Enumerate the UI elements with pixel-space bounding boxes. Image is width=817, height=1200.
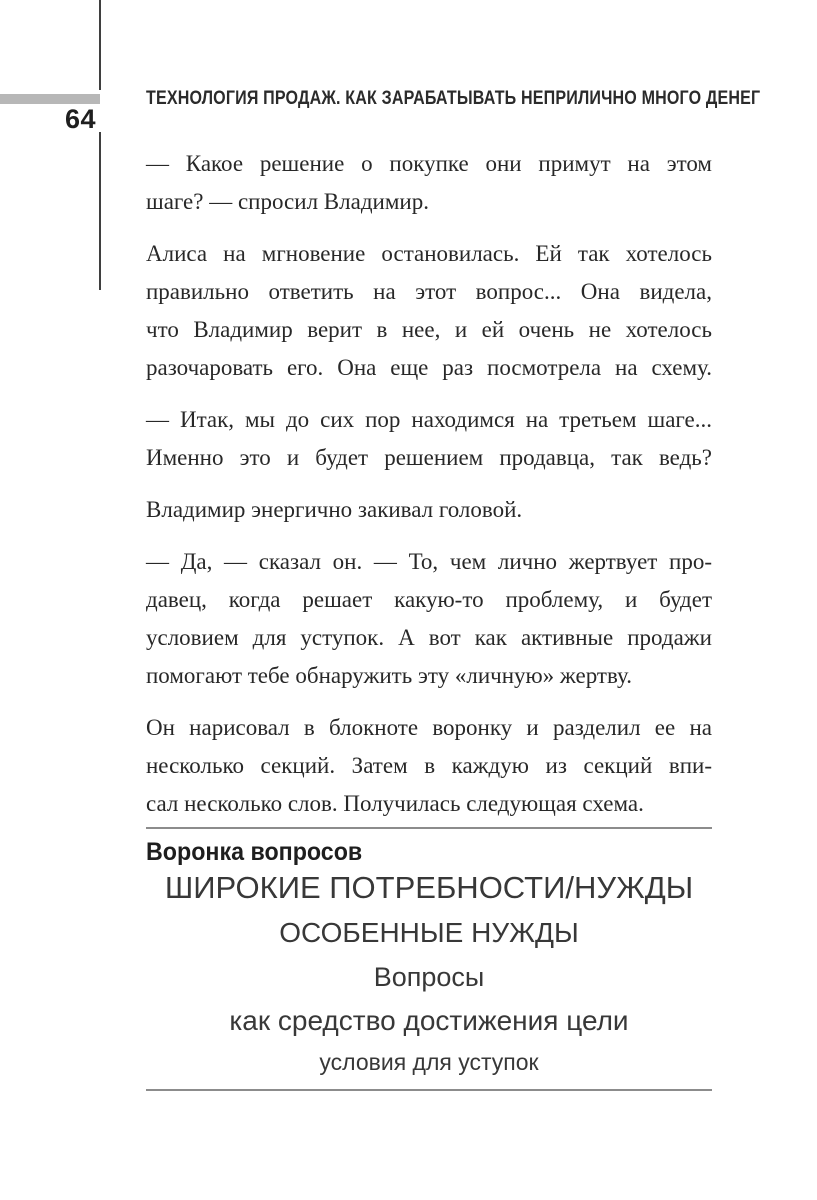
body-line: Он нарисовал в блокноте воронку и разделил ее на xyxy=(146,715,712,740)
body-line: помогают тебе обнаружить эту «личную» жертву. xyxy=(146,663,632,688)
body-line: сал несколько слов. Получилась следующая схема. xyxy=(146,791,644,816)
body-line: Владимир энергично закивал головой. xyxy=(146,497,523,522)
paragraph-1 xyxy=(146,145,712,221)
body-text-block xyxy=(146,145,712,837)
body-line: разочаровать его. Она еще раз посмотрела на схему. xyxy=(146,355,712,380)
body-line: Именно это и будет решением продавца, так ведь? xyxy=(146,445,712,470)
running-header: ТЕХНОЛОГИЯ ПРОДАЖ. КАК ЗАРАБАТЫВАТЬ НЕПРИЛИЧНО МНОГО ДЕНЕГ xyxy=(146,88,761,109)
body-line: шаге? — спросил Владимир. xyxy=(146,189,429,214)
paragraph-3 xyxy=(146,401,712,477)
paragraph-6 xyxy=(146,709,712,823)
body-line: Алиса на мгновение остановилась. Ей так хотелось xyxy=(146,241,712,266)
funnel-line-3: Вопросы xyxy=(373,962,485,992)
margin-gray-bar xyxy=(0,94,100,104)
body-line: давец, когда решает какую-то проблему, и будет xyxy=(146,587,712,612)
funnel-section-title: Воронка вопросов xyxy=(146,838,363,866)
paragraph-4 xyxy=(146,491,712,529)
margin-vertical-rule-top xyxy=(99,0,101,90)
paragraph-5 xyxy=(146,543,712,695)
body-line: — Итак, мы до сих пор находимся на третьем шаге... xyxy=(146,407,712,432)
funnel-line-5: условия для уступок xyxy=(319,1049,539,1075)
funnel-top-rule xyxy=(146,827,712,829)
body-line: — Да, — сказал он. — То, чем лично жертвует про- xyxy=(146,549,712,574)
body-line: что Владимир верит в нее, и ей очень не хотелось xyxy=(146,317,712,342)
margin-vertical-rule-bottom xyxy=(99,132,101,290)
funnel-line-4: как средство достижения цели xyxy=(229,1005,629,1036)
body-line: — Какое решение о покупке они примут на этом xyxy=(146,151,712,176)
page-number: 64 xyxy=(64,104,96,134)
funnel-line-1: ШИРОКИЕ ПОТРЕБНОСТИ/НУЖДЫ xyxy=(164,870,694,905)
funnel-bottom-rule xyxy=(146,1089,712,1091)
body-line: несколько секций. Затем в каждую из секций впи- xyxy=(146,753,712,778)
body-line: правильно ответить на этот вопрос... Она видела, xyxy=(146,279,712,304)
funnel-line-2: ОСОБЕННЫЕ НУЖДЫ xyxy=(279,917,579,948)
body-line: условием для уступок. А вот как активные продажи xyxy=(146,625,712,650)
paragraph-2 xyxy=(146,235,712,387)
